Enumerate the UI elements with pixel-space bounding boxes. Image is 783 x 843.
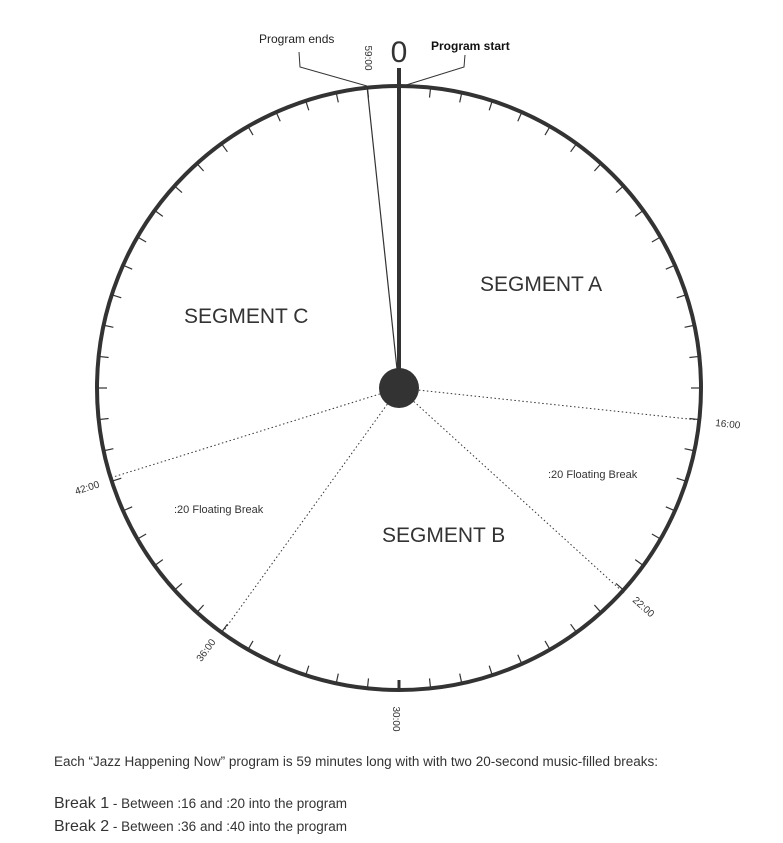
floating-break-label-2: :20 Floating Break — [174, 504, 264, 516]
minute-tick — [616, 583, 624, 590]
minute-tick — [616, 185, 624, 192]
minute-tick — [221, 624, 228, 633]
minute-tick — [221, 143, 228, 152]
minute-tick — [571, 624, 578, 633]
segment-c-label: SEGMENT C — [184, 305, 309, 328]
minute-tick — [571, 143, 578, 152]
minute-tick — [196, 163, 203, 171]
program-ends-label: Program ends — [259, 32, 335, 46]
minute-tick — [174, 185, 182, 192]
break-1-line — [54, 795, 347, 813]
break-1-text: - Between :16 and :20 into the program — [109, 796, 348, 811]
minute-tick — [635, 560, 644, 567]
zero-label: 0 — [390, 36, 408, 69]
break-line-22 — [399, 388, 624, 593]
program-start-label: Program start — [431, 39, 510, 53]
time-label-36: 36:00 — [194, 637, 219, 665]
program-ends-leader — [299, 52, 367, 86]
floating-break-label-1: :20 Floating Break — [548, 469, 638, 481]
segment-a-label: SEGMENT A — [480, 273, 603, 296]
minute-tick — [174, 583, 182, 590]
minute-tick — [196, 605, 203, 613]
minute-tick — [594, 605, 601, 613]
segment-b-label: SEGMENT B — [382, 524, 506, 547]
time-label-42: 42:00 — [73, 479, 101, 498]
program-start-leader — [403, 55, 465, 86]
minute-tick — [594, 163, 601, 171]
time-label-59: 59:00 — [362, 45, 373, 71]
time-label-30: 30:00 — [390, 706, 401, 732]
time-label-16: 16:00 — [714, 418, 741, 432]
break-1-name: Break 1 — [54, 795, 110, 812]
minute-tick — [154, 560, 163, 567]
minute-tick — [154, 210, 163, 217]
hub — [379, 368, 419, 408]
break-2-name: Break 2 — [54, 818, 110, 835]
break-2-text: - Between :36 and :40 into the program — [109, 819, 348, 834]
break-line-42 — [110, 388, 399, 478]
program-end-hand — [367, 86, 399, 388]
program-caption: Each “Jazz Happening Now” program is 59 minutes long with with two 20-second music-filled breaks: — [54, 754, 659, 769]
time-label-22: 22:00 — [629, 595, 656, 620]
break-line-16 — [399, 388, 698, 420]
break-2-line — [54, 818, 347, 836]
minute-tick — [635, 210, 644, 217]
